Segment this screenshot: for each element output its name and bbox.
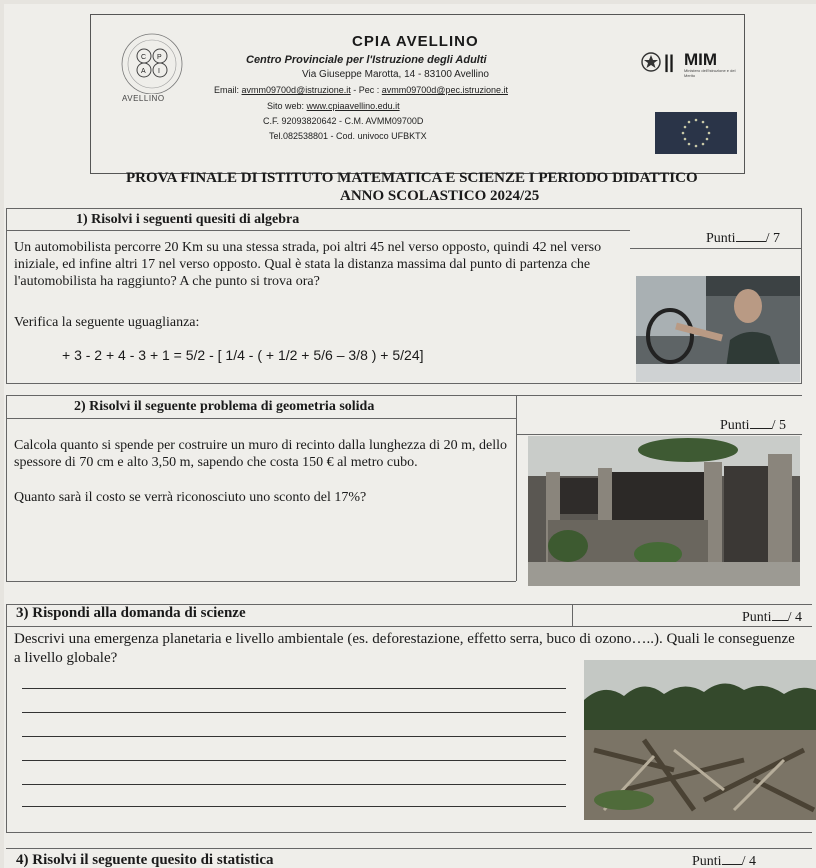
deforestation-photo bbox=[584, 660, 816, 820]
q1-points-max: / 7 bbox=[765, 231, 780, 246]
q4-heading: 4) Risolvi il seguente quesito di statistica bbox=[16, 852, 274, 868]
answer-line[interactable] bbox=[22, 784, 566, 785]
exam-title: PROVA FINALE DI ISTITUTO MATEMATICA E SCIENZE I PERIODO DIDATTICO bbox=[126, 170, 698, 186]
institute-title: CPIA AVELLINO bbox=[352, 33, 479, 50]
svg-text:I: I bbox=[158, 68, 160, 75]
q3-points bbox=[742, 610, 802, 626]
mim-bars-icon: || bbox=[664, 52, 675, 72]
institute-address: Via Giuseppe Marotta, 14 - 83100 Avellino bbox=[302, 69, 489, 80]
svg-text:P: P bbox=[157, 54, 162, 61]
q2-bottom-rule bbox=[6, 581, 516, 582]
svg-text:C: C bbox=[141, 54, 147, 61]
mim-subtitle: Ministero dell'Istruzione e del Merito bbox=[684, 68, 736, 78]
q3-heading: 3) Rispondi alla domanda di scienze bbox=[16, 605, 246, 621]
q1-heading-rule bbox=[6, 230, 630, 231]
svg-text:A: A bbox=[141, 68, 146, 75]
q3-left-rule bbox=[6, 604, 7, 832]
q2-mid-rule bbox=[516, 395, 517, 581]
institute-phone: Tel.082538801 - Cod. univoco UFBKTX bbox=[269, 131, 427, 141]
institute-fiscal-code: C.F. 92093820642 - C.M. AVMM09700D bbox=[263, 116, 424, 126]
cpia-emblem-icon bbox=[104, 30, 200, 94]
pec-label: - Pec : bbox=[353, 85, 380, 95]
car-driver-image bbox=[636, 276, 800, 382]
q3-question-text: Descrivi una emergenza planetaria e livello ambientale (es. deforestazione, effetto serra, buco di ozono…..). Quali le conseguenze a livello globale? bbox=[14, 631, 795, 666]
q4-score-field[interactable] bbox=[722, 864, 742, 865]
q2-score-field[interactable] bbox=[750, 428, 772, 429]
q1-score-field[interactable] bbox=[736, 241, 766, 242]
q2-heading-rule bbox=[6, 418, 516, 419]
q1-points-label: Punti bbox=[706, 231, 736, 246]
q2-problem-text: Calcola quanto si spende per costruire un muro di recinto dalla lunghezza di 20 m, dello spessore di 70 cm e alto 3,50 m, sapendo che costa 150 € al metro cubo. bbox=[14, 438, 507, 470]
site-label: Sito web: bbox=[267, 101, 305, 111]
q3-heading-divider bbox=[572, 604, 573, 626]
institute-website bbox=[267, 101, 400, 111]
q2-points-rule bbox=[516, 434, 802, 435]
q3-score-field[interactable] bbox=[772, 620, 788, 621]
email-label: Email: bbox=[214, 85, 240, 95]
cpia-logo bbox=[104, 30, 200, 110]
wall-photo bbox=[528, 436, 800, 586]
q3-heading-rule bbox=[6, 626, 812, 627]
mim-logo bbox=[640, 50, 740, 78]
email-link[interactable]: avmm09700d@istruzione.it bbox=[241, 85, 351, 95]
q3-points-label: Punti bbox=[742, 610, 772, 625]
answer-line[interactable] bbox=[22, 736, 566, 737]
q1-problem-text: Un automobilista percorre 20 Km su una stessa strada, poi altri 45 nel verso opposto, quindi 42 nel verso iniziale, ed infine altri 17 nel verso opposto. Qual è stata la distanza massima dal punto di partenza che l'automobilista ha raggiunto? A che punto si trova ora? bbox=[14, 240, 602, 289]
logo-city-label: AVELLINO bbox=[122, 94, 165, 103]
q4-top-rule bbox=[6, 848, 812, 849]
school-year: ANNO SCOLASTICO 2024/25 bbox=[340, 188, 540, 204]
eu-flag-image bbox=[655, 112, 737, 154]
answer-line[interactable] bbox=[22, 760, 566, 761]
q2-points bbox=[720, 418, 786, 434]
site-link[interactable]: www.cpiaavellino.edu.it bbox=[306, 101, 400, 111]
deforestation-image bbox=[584, 660, 816, 820]
eu-stars-icon bbox=[655, 112, 737, 154]
answer-line[interactable] bbox=[22, 688, 566, 689]
q2-top-rule bbox=[6, 395, 802, 396]
republic-emblem-icon bbox=[640, 50, 662, 74]
q2-discount-question: Quanto sarà il costo se verrà riconosciuto uno sconto del 17%? bbox=[14, 490, 367, 505]
q1-points bbox=[706, 231, 780, 247]
q3-points-max: / 4 bbox=[787, 610, 802, 625]
q1-points-rule bbox=[630, 248, 802, 249]
q4-points bbox=[692, 854, 756, 868]
fence-wall-image bbox=[528, 436, 800, 586]
institute-fullname: Centro Provinciale per l'Istruzione degli Adulti bbox=[246, 54, 487, 66]
q4-points-label: Punti bbox=[692, 854, 722, 868]
q1-verify-instruction: Verifica la seguente uguaglianza: bbox=[14, 315, 200, 330]
q2-left-rule bbox=[6, 395, 7, 581]
pec-link[interactable]: avmm09700d@pec.istruzione.it bbox=[381, 85, 508, 95]
q1-heading: 1) Risolvi i seguenti quesiti di algebra bbox=[76, 212, 300, 227]
q3-bottom-rule bbox=[6, 832, 812, 833]
institute-contacts bbox=[214, 85, 508, 95]
mim-title: MIM bbox=[684, 50, 718, 69]
q2-points-label: Punti bbox=[720, 418, 750, 433]
q1-equation: + 3 - 2 + 4 - 3 + 1 = 5/2 - [ 1/4 - ( + 1/2 + 5/6 – 3/8 ) + 5/24] bbox=[62, 347, 424, 363]
q4-points-max: / 4 bbox=[741, 854, 756, 868]
answer-line[interactable] bbox=[22, 806, 566, 807]
q2-points-max: / 5 bbox=[771, 418, 786, 433]
answer-line[interactable] bbox=[22, 712, 566, 713]
driver-photo bbox=[636, 276, 800, 382]
q2-heading: 2) Risolvi il seguente problema di geometria solida bbox=[74, 399, 375, 414]
